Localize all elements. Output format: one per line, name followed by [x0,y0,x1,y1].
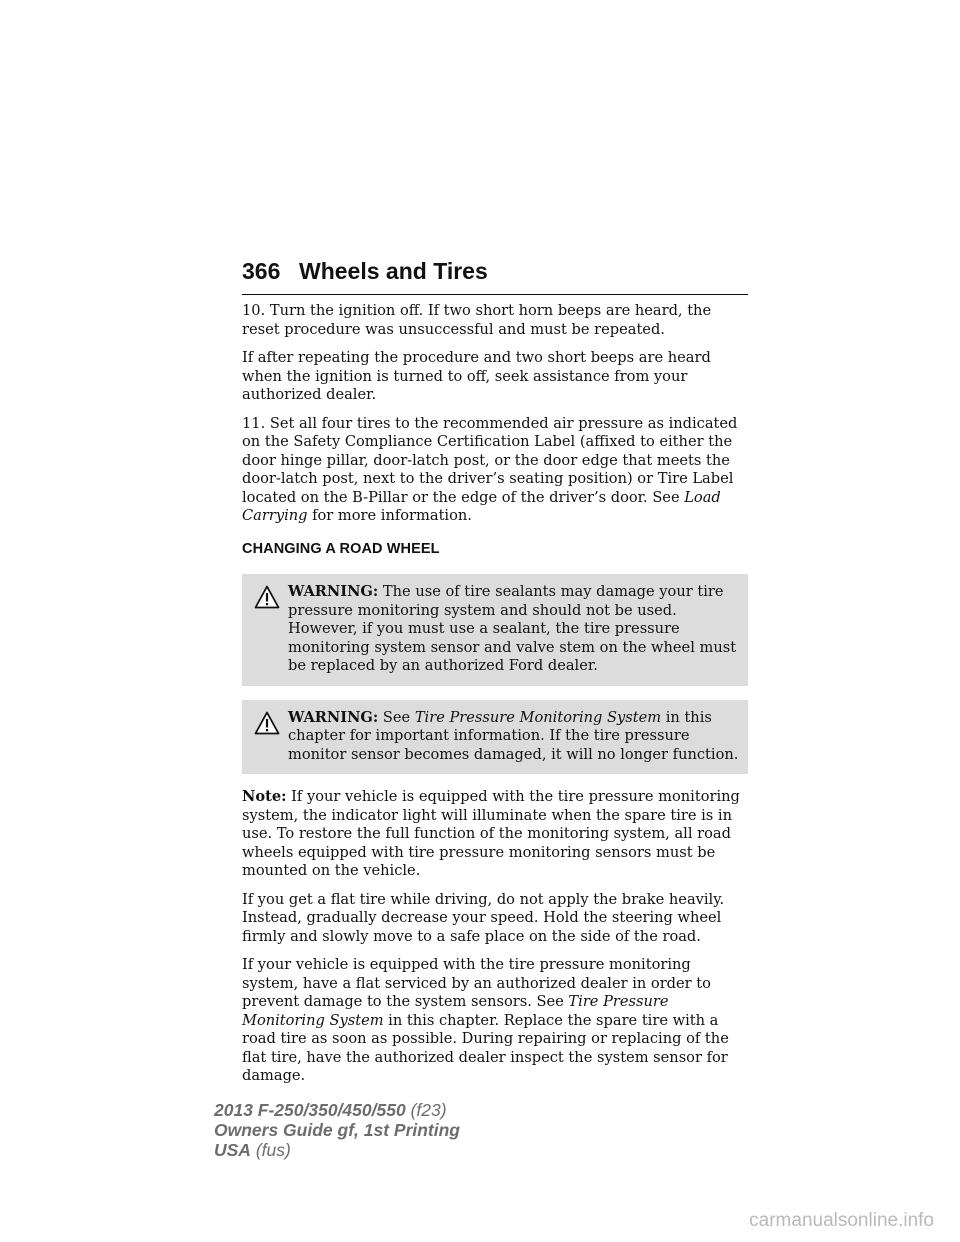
page-footer [214,1100,460,1160]
footer-printing-line: Owners Guide gf, 1st Printing [214,1120,460,1140]
tpms-reference[interactable]: Tire Pressure Monitoring System [414,708,662,726]
footer-model-line [214,1100,460,1120]
paragraph-set-tire-pressure [242,415,748,526]
warning-sealants-text [242,583,740,676]
note-paragraph [242,788,748,881]
footer-model-code: (f23) [405,1100,447,1120]
page-header [242,258,748,295]
section-heading: CHANGING A ROAD WHEEL [242,540,440,557]
warning-box-sealants [242,574,748,686]
warning-label: WARNING: [288,708,379,726]
section-title: Wheels and Tires [299,258,488,284]
para3-tail: for more information. [307,507,472,524]
warning1-body: The use of tire sealants may damage your tire pressure monitoring system and should not be used. However, if you must use a sealant, the tire pressure monitoring system sensor and valve stem on the wheel must be replaced by an authorized Ford dealer. [288,583,737,674]
page-number: 366 [242,258,281,284]
load-carrying-reference[interactable]: Load Carrying [242,488,721,524]
tpms-reference[interactable]: Tire Pressure Monitoring System [242,993,669,1029]
warning2-body: in this chapter for important information. If the tire pressure monitor sensor becomes damaged, it will no longer function. [288,708,739,763]
para5-pre: If your vehicle is equipped with the tire pressure monitoring system, have a flat serviced by an authorized dealer in order to prevent damage to the system sensors. See [242,956,711,1010]
note-label: Note: [242,788,287,805]
footer-region-code: (fus) [250,1140,291,1160]
footer-model: 2013 F-250/350/450/550 [214,1100,406,1120]
paragraph-repeat-procedure: If after repeating the procedure and two short beeps are heard when the ignition is turned to off, seek assistance from your authorized dealer. [242,349,711,403]
note-body: If your vehicle is equipped with the tire pressure monitoring system, the indicator light will illuminate when the spare tire is in use. To restore the full function of the monitoring system, all road wheels equipped with tire pressure monitoring sensors must be mounted on the vehicle. [242,788,740,879]
footer-region-line [214,1140,460,1160]
warning2-pre: See [378,708,415,726]
watermark: carmanualsonline.info [749,1210,934,1231]
warning-label: WARNING: [288,583,379,600]
paragraph-ignition-off: 10. Turn the ignition off. If two short horn beeps are heard, the reset procedure was unsuccessful and must be repeated. [242,302,712,338]
warning-tpms-text [242,709,740,765]
paragraph-flat-tire-driving: If you get a flat tire while driving, do not apply the brake heavily. Instead, gradually decrease your speed. Hold the steering wheel firmly and slowly move to a safe place on the side of the road. [242,890,725,945]
warning-triangle-icon [254,585,280,609]
page-content [242,302,748,1096]
para5-tail: in this chapter. Replace the spare tire with a road tire as soon as possible. During repairing or replacing of the flat tire, have the authorized dealer inspect the system sensor for damage. [242,1011,729,1084]
paragraph-flat-service [242,956,748,1086]
para3-text: 11. Set all four tires to the recommended air pressure as indicated on the Safety Compliance Certification Label (affixed to either the door hinge pillar, door-latch post, or the door edge that meets the door-latch post, next to the driver’s seating position) or Tire Label located on the B-Pillar or the edge of the driver’s door. See [242,414,738,506]
warning-triangle-icon [254,711,280,735]
warning-box-tpms [242,700,748,775]
footer-region: USA [214,1140,251,1160]
